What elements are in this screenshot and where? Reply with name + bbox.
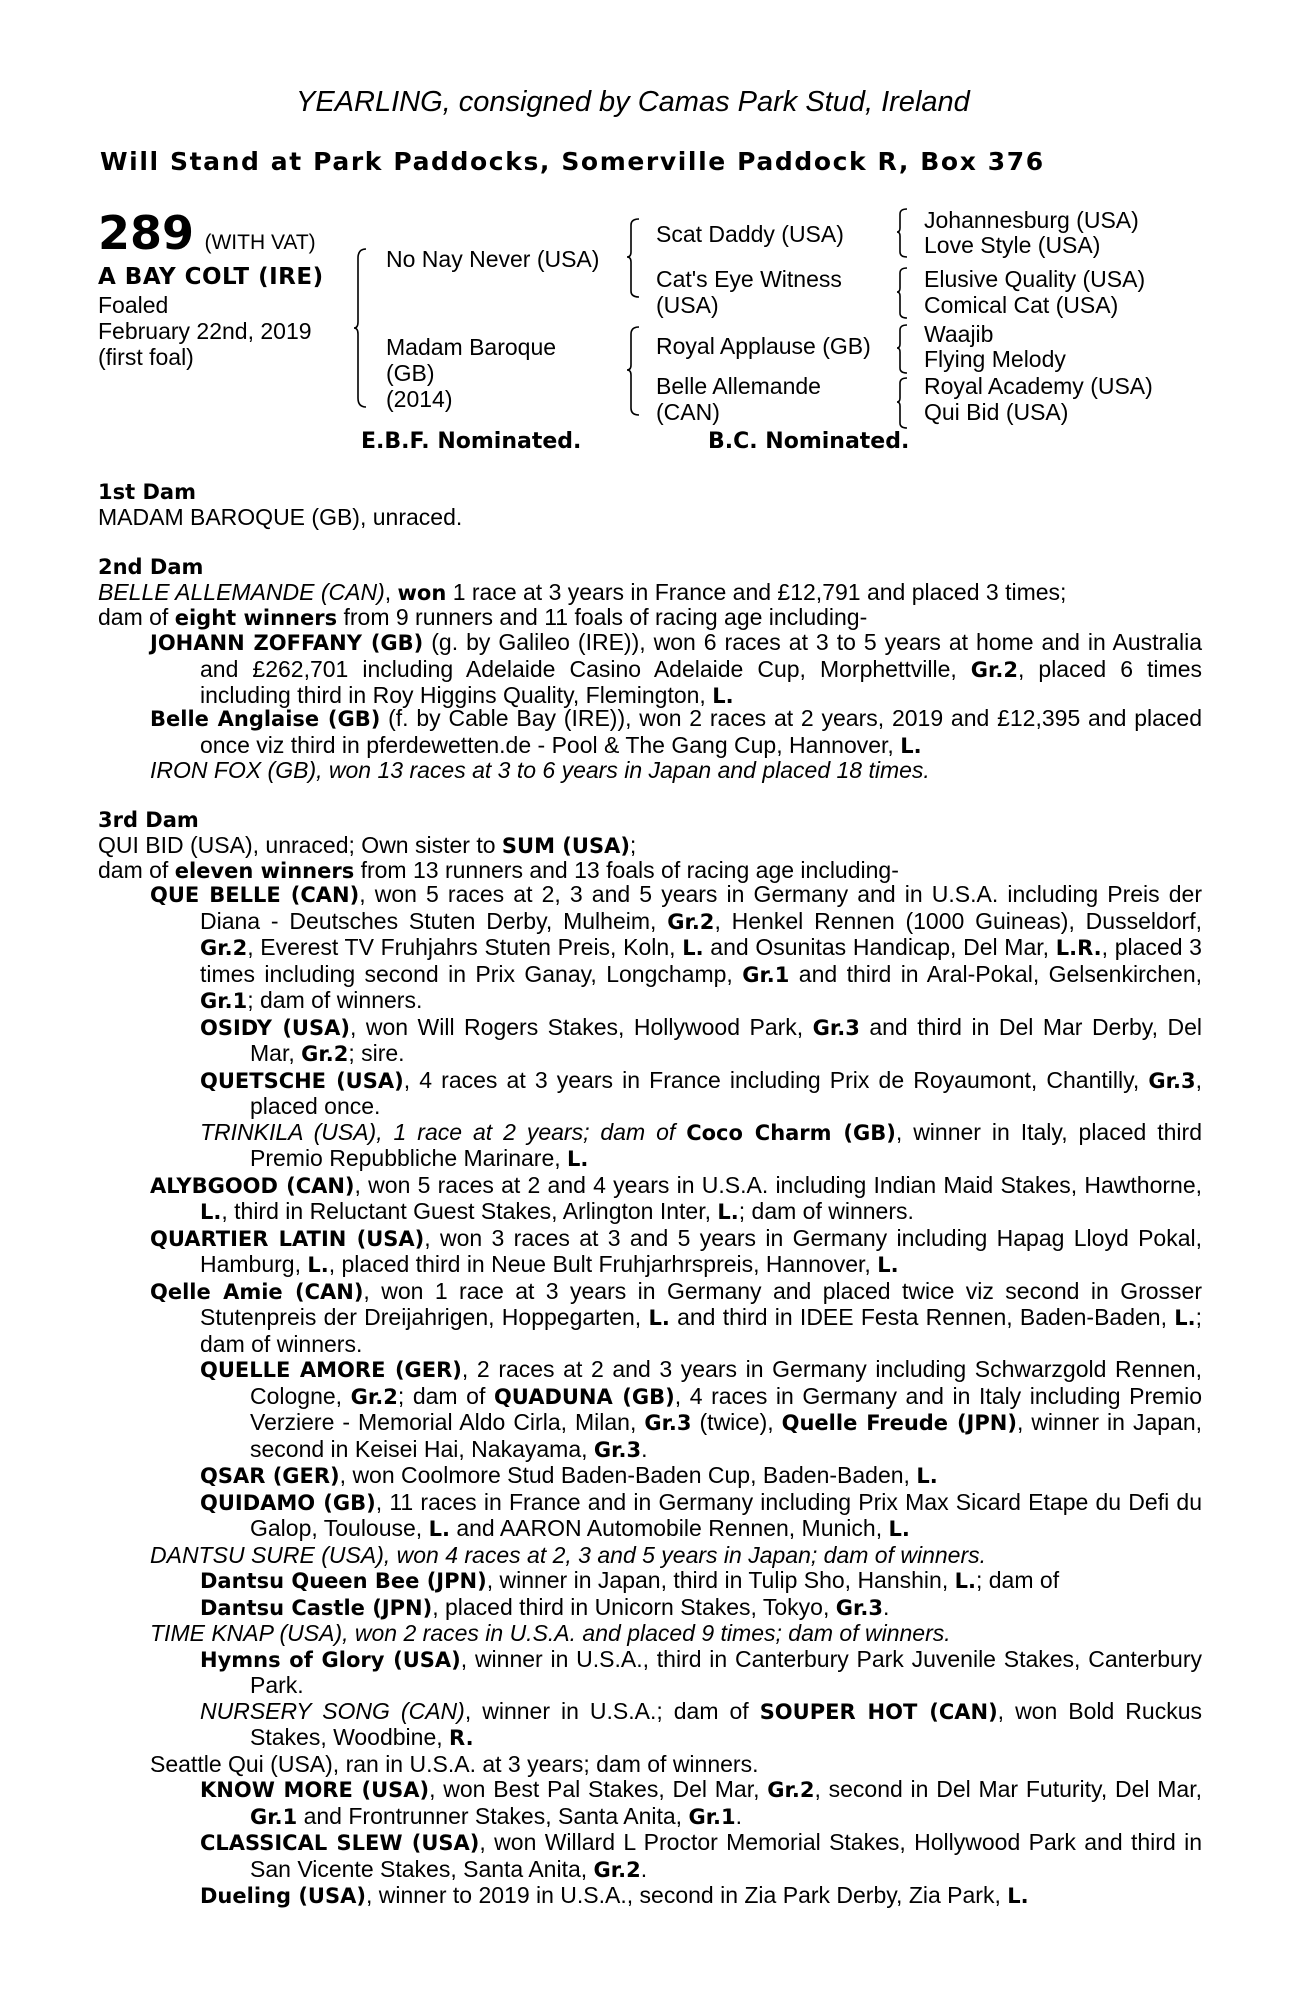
listed: L. [717,1200,739,1224]
sire-parents-bracket [627,218,641,298]
first-dam-heading: 1st Dam [98,480,196,504]
gp-bracket-4 [897,377,909,429]
third-dam-progeny [150,882,1202,1910]
horse-name: Quelle Freude (JPN) [781,1411,1017,1435]
consignment-line: YEARLING, consigned by Camas Park Stud, Ireland [296,86,970,118]
race-record: , won 3 races at 3 and 5 years in Germany including Hapag Lloyd Pokal, Hamburg, [200,1224,1202,1277]
horse-name: QUE BELLE (CAN) [150,883,360,907]
grade: Gr.3 [835,1595,883,1620]
horse-name: QUETSCHE (USA) [200,1068,404,1093]
punct: . [641,1435,648,1462]
sire-dam-line-1: Cat's Eye Witness [656,266,842,292]
horse-name: Seattle Qui (USA), ran in U.S.A. at 3 years; dam of winners. [150,1750,759,1777]
runner-count: from 9 runners and 11 foals of racing age including- [337,604,868,630]
horse-name: Dueling (USA) [200,1884,366,1908]
listed: L. [1007,1884,1029,1908]
horse-name: QUELLE AMORE (GER) [200,1358,462,1382]
grade: Gr.2 [301,1042,349,1066]
race-record: , placed once. [250,1066,1203,1119]
dam-line-1: Madam Baroque [386,334,557,360]
dam-sire: Royal Applause (GB) [656,333,871,359]
sire-sire: Scat Daddy (USA) [656,221,844,247]
listed: L. [1174,1306,1196,1330]
punct: . [735,1802,743,1829]
stand-location: Will Stand at Park Paddocks, Somerville Paddock R, Box 376 [100,147,1045,176]
progeny-iron-fox: IRON FOX (GB), won 13 races at 3 to 6 years in Japan and placed 18 times. [150,757,930,783]
race-record: ; dam of winners. [200,1304,1202,1357]
horse-name: QSAR (GER) [200,1464,340,1488]
gp-bracket-1 [897,208,909,258]
grandparent-7: Royal Academy (USA) [924,373,1153,399]
race-record: , placed 6 times including third in Roy Higgins Quality, Flemington, [200,655,1202,708]
race-record: , won 5 races at 2 and 4 years in U.S.A. including Indian Maid Stakes, Hawthorne, [354,1171,1202,1198]
race-record: ; dam of [975,1567,1060,1593]
grade: Gr.2 [767,1778,815,1802]
third-dam-heading: 3rd Dam [98,808,199,832]
race-record: , won Best Pal Stakes, Del Mar, [429,1776,768,1802]
grade: Gr.1 [250,1804,298,1829]
vat-note: (WITH VAT) [204,231,316,254]
horse-name: SOUPER HOT (CAN) [759,1699,998,1724]
listed: L. [200,1200,222,1224]
second-dam-name: BELLE ALLEMANDE (CAN) [98,579,385,605]
listed: L. [877,1253,899,1277]
horse-name: KNOW MORE (USA) [200,1778,430,1802]
race-record: , 4 races at 3 years in France including Prix de Royaumont, Chantilly, [403,1066,1149,1093]
listed: L. [954,1569,976,1593]
dam-line-2: (GB) [386,360,435,386]
sister-name: SUM (USA) [501,834,630,858]
listed: L. [648,1306,670,1330]
second-dam-heading: 2nd Dam [98,555,204,579]
second-dam-line-1: BELLE ALLEMANDE (CAN), won 1 race at 3 years in France and £12,791 and placed 3 times; [98,579,1067,605]
horse-name: Belle Anglaise (GB) [150,707,381,731]
grade: Gr.1 [200,989,248,1013]
grade: Gr.3 [812,1015,860,1040]
sire-dam-bracket [354,248,368,408]
horse-name: OSIDY (USA) [200,1015,350,1040]
grade: Gr.2 [200,936,248,960]
race-record: , winner in Japan, third in Tulip Sho, Hanshin, [486,1567,955,1593]
horse-name: JOHANN ZOFFANY (GB) [150,631,424,655]
horse-name: Dantsu Queen Bee (JPN) [200,1569,487,1593]
ebf-nominated: E.B.F. Nominated. [361,429,582,454]
winner-count: eight winners [174,606,338,630]
race-record: (g. by Galileo (IRE)), won 6 races at 3 to 5 years at home and in Australia and £262,701 including Adelaide Casino Adelaide Cup, Morphettville, [200,629,1202,682]
first-foal-note: (first foal) [98,344,194,370]
race-record: ; dam of [397,1382,494,1409]
grandparent-8: Qui Bid (USA) [924,399,1069,425]
horse-name: CLASSICAL SLEW (USA) [200,1831,480,1855]
grade: Gr.2 [593,1857,641,1882]
race-record: and third in Aral-Pokal, Gelsenkirchen, [789,960,1203,987]
race-record: , Everest TV Fruhjahrs Stuten Preis, Koln, [247,934,683,960]
listed: L. [307,1253,329,1277]
third-dam-line-2 [98,857,899,884]
winner-count: eleven winners [174,859,355,883]
dam-dam-line-1: Belle Allemande [656,373,821,399]
grade: Gr.1 [742,962,790,987]
race-record: , won Willard L Proctor Memorial Stakes, Hollywood Park and third in San Vicente Stakes, Santa Anita, [250,1829,1202,1882]
horse-name: QUADUNA (GB) [493,1384,675,1409]
dam-dam-line-2: (CAN) [656,399,720,425]
bc-nominated: B.C. Nominated. [708,429,910,454]
grandparent-5: Waajib [924,321,994,347]
won-text: won [397,581,447,605]
race-record: ; dam of winners. [247,987,423,1013]
grade: Gr.3 [593,1437,642,1462]
dam-of-text: dam of [98,857,175,883]
horse-name: TIME KNAP (USA), won 2 races in U.S.A. and placed 9 times; dam of winners. [150,1620,951,1646]
lot-number: 289 [98,206,195,260]
race-record: , 11 races in France and in Germany including Prix Max Sicard Etape du Defi du Galop, Toulouse, [250,1488,1202,1541]
horse-name: ALYBGOOD (CAN) [150,1173,355,1198]
listed: L. [712,684,734,708]
first-dam-text: MADAM BAROQUE (GB), unraced. [98,504,463,530]
foaled-label: Foaled [98,292,169,318]
horse-name: QUARTIER LATIN (USA) [150,1226,425,1251]
race-record: , third in Reluctant Guest Stakes, Arlington Inter, [221,1198,718,1224]
horse-name: Hymns of Glory (USA) [200,1647,461,1672]
race-record: ; sire. [348,1040,405,1066]
race-record: , won Will Rogers Stakes, Hollywood Park, [349,1013,813,1040]
listed: L. [682,936,704,960]
progeny-belle-anglaise [150,706,1202,759]
race-record: , winner in U.S.A.; dam of [464,1697,760,1724]
lot-name: A BAY COLT (IRE) [98,264,324,290]
restricted: R. [449,1726,474,1750]
race-record: , winner in U.S.A., third in Canterbury Park Juvenile Stakes, Canterbury Park. [250,1645,1203,1698]
dam-parents-bracket [627,326,641,416]
race-record: and Osunitas Handicap, Del Mar, [703,934,1056,960]
race-record: (twice), [691,1409,782,1435]
listed: L. [888,1517,910,1541]
horse-name: Dantsu Castle (JPN) [200,1595,433,1620]
punct: ; [629,832,637,858]
listed: L. [900,733,922,758]
second-dam-record: 1 race at 3 years in France and £12,791 and placed 3 times; [446,579,1067,605]
horse-name: DANTSU SURE (USA), won 4 races at 2, 3 and 5 years in Japan; dam of winners. [150,1541,987,1568]
grandparent-3: Elusive Quality (USA) [924,266,1146,292]
race-record: , placed 3 times including second in Prix Ganay, Longchamp, [200,934,1202,987]
grandparent-6: Flying Melody [924,346,1066,372]
lot-number-line [98,208,316,258]
horse-name: Qelle Amie (CAN) [150,1279,364,1304]
listed: L. [916,1464,938,1488]
runner-count: from 13 runners and 13 foals of racing age including- [354,857,899,883]
race-record: , won Coolmore Stud Baden-Baden Cup, Baden-Baden, [339,1462,917,1488]
race-record: ; dam of winners. [738,1198,914,1224]
horse-name: TRINKILA (USA), 1 race at 2 years; dam of [200,1118,687,1145]
race-record: (f. by Cable Bay (IRE)), won 2 races at 2 years, 2019 and £12,395 and placed once viz third in pferdewetten.de - Pool & The Gang Cup, Hannover, [200,705,1202,758]
sire: No Nay Never (USA) [386,246,600,272]
race-record: , second in Del Mar Futurity, Del Mar, [814,1776,1202,1802]
dam-line-3: (2014) [386,386,453,412]
race-record: , 2 races at 2 and 3 years in Germany including Schwarzgold Rennen, Cologne, [250,1356,1202,1409]
grandparent-4: Comical Cat (USA) [924,292,1119,318]
race-record: , won 5 races at 2, 3 and 5 years in Germany and in U.S.A. including Preis der Diana - Deutsches Stuten Derby, Mulheim, [200,881,1203,934]
foaled-date: February 22nd, 2019 [98,318,312,344]
race-record: , winner in Japan, second in Keisei Hai, Nakayama, [250,1409,1203,1462]
listed: L.R. [1055,936,1102,960]
progeny-johann-zoffany [150,630,1202,710]
horse-name: QUIDAMO (GB) [200,1490,376,1515]
second-dam-line-2 [98,604,867,631]
race-record: , placed third in Neue Bult Fruhjarhrspreis, Hannover, [328,1251,878,1277]
third-dam-name: QUI BID (USA), unraced; Own sister to [98,832,502,858]
grandparent-1: Johannesburg (USA) [924,207,1139,233]
gp-bracket-3 [897,324,909,374]
grade: Gr.2 [350,1384,398,1409]
punct: . [882,1593,890,1620]
race-record: and third in Del Mar Derby, Del Mar, [250,1013,1202,1066]
third-dam-line-1 [98,832,636,859]
race-record: and AARON Automobile Rennen, Munich, [449,1515,889,1541]
grade: Gr.2 [667,909,715,934]
dam-of-text: dam of [98,604,175,630]
horse-name: Coco Charm (GB) [686,1120,896,1145]
race-record: , won 1 race at 3 years in Germany and placed twice viz second in Grosser Stutenpreis der Dreijahrigen, Hoppegarten, [200,1277,1202,1330]
gp-bracket-2 [897,267,909,319]
grade: Gr.3 [1148,1068,1196,1093]
race-record: , winner to 2019 in U.S.A., second in Zia Park Derby, Zia Park, [365,1882,1008,1908]
grandparent-2: Love Style (USA) [924,232,1101,258]
race-record: , placed third in Unicorn Stakes, Tokyo, [432,1593,836,1620]
race-record: , won Bold Ruckus Stakes, Woodbine, [250,1697,1202,1750]
sire-dam-line-2: (USA) [656,292,719,318]
race-record: and Frontrunner Stakes, Santa Anita, [297,1802,689,1829]
grade: Gr.2 [970,657,1018,682]
grade: Gr.3 [644,1411,692,1435]
race-record: , Henkel Rennen (1000 Guineas), Dusseldorf, [714,907,1203,934]
race-record: , winner in Italy, placed third Premio Repubbliche Marinare, [250,1118,1202,1171]
punct: . [640,1855,648,1882]
race-record: and third in IDEE Festa Rennen, Baden-Baden, [669,1304,1175,1330]
horse-name: NURSERY SONG (CAN) [200,1697,465,1724]
listed: L. [428,1517,450,1541]
race-record: , 4 races in Germany and in Italy including Premio Verziere - Memorial Aldo Cirla, Milan, [250,1382,1202,1435]
listed: L. [567,1147,589,1171]
grade: Gr.1 [688,1804,736,1829]
